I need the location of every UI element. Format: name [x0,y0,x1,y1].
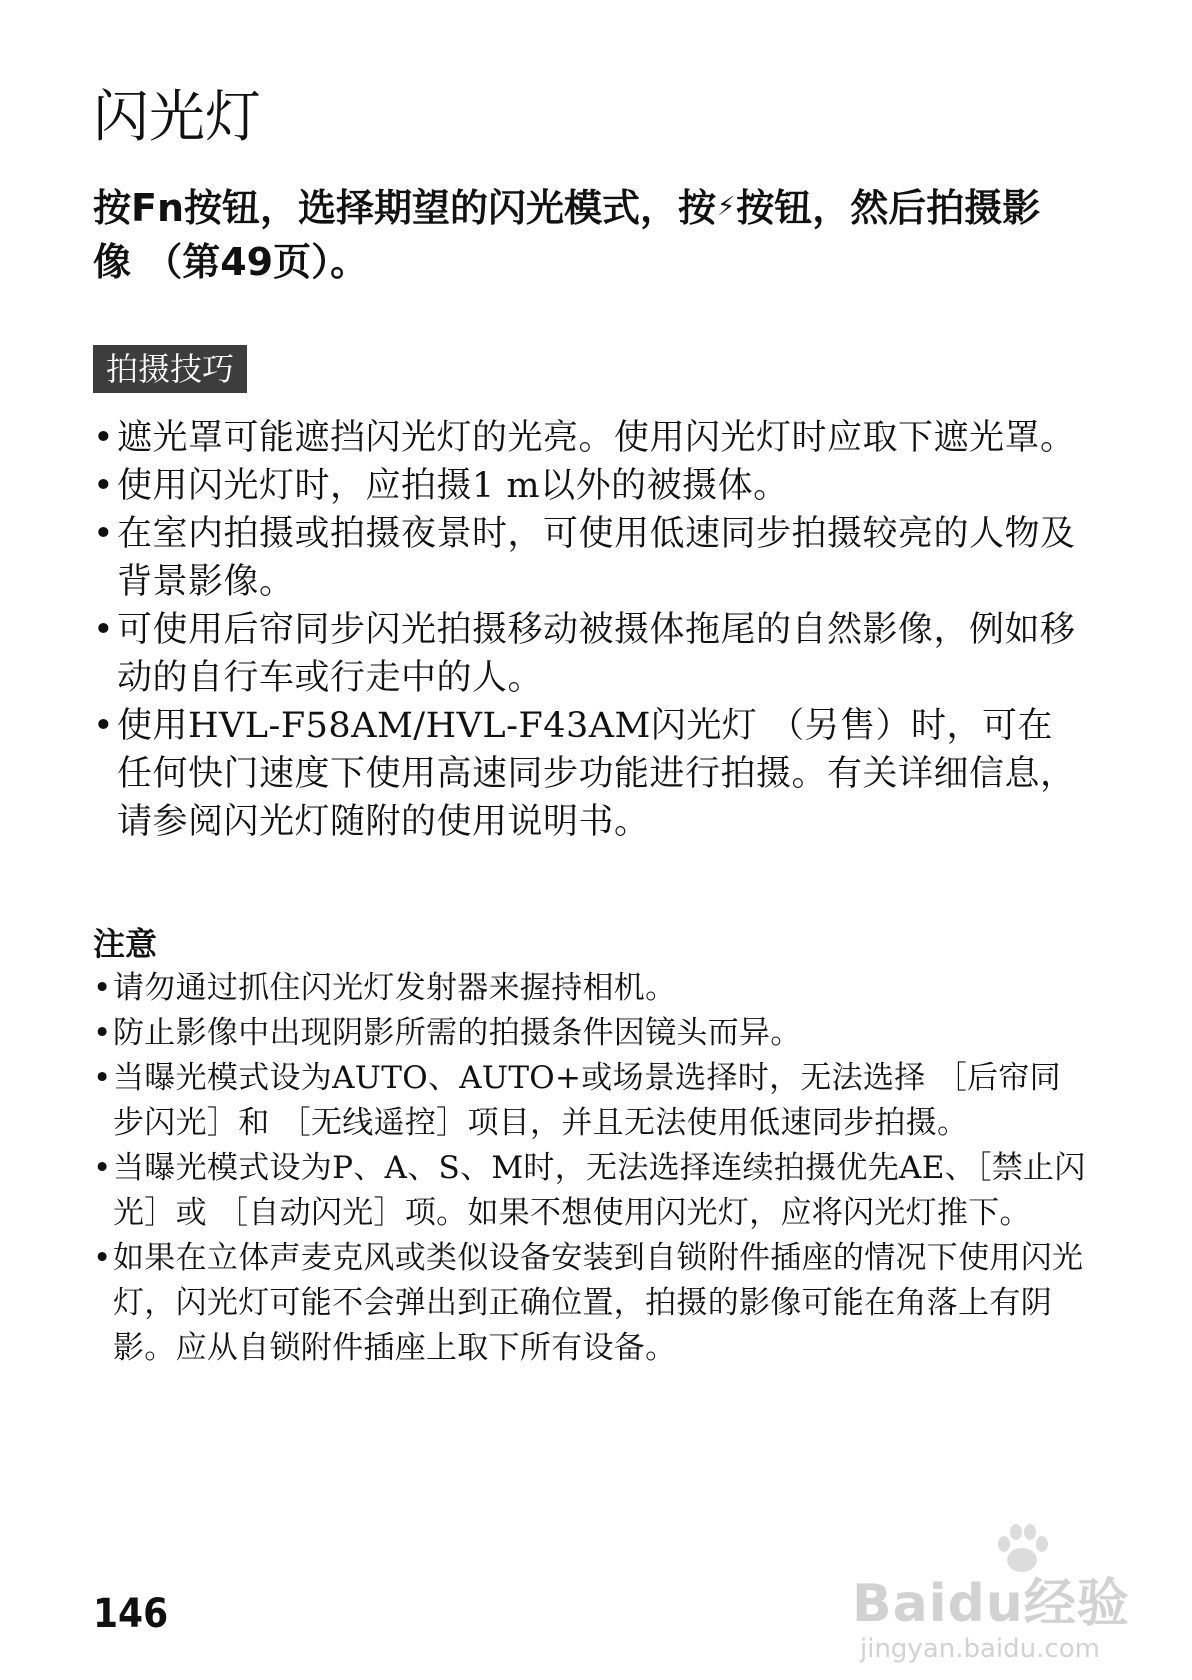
bullet-icon: • [93,1015,112,1051]
baidu-watermark [852,1520,1152,1670]
note-item [93,1146,1088,1236]
bullet-icon: • [93,1150,112,1186]
note-item [93,1236,1088,1371]
tip-text: 在室内拍摄或拍摄夜景时，可使用低速同步拍摄较亮的人物及背景影像。 [117,514,1076,602]
bullet-icon: • [93,610,115,650]
watermark-logo: Baidu经验 [852,1574,1130,1634]
bullet-icon: • [93,466,115,506]
note-item [93,1011,1088,1056]
note-text: 防止影像中出现阴影所需的拍摄条件因镜头而异。 [113,1015,802,1051]
paw-icon [992,1520,1052,1580]
notes-heading: 注意 [93,925,158,963]
tip-text: 使用HVL-F58AM/HVL-F43AM闪光灯 （另售）时，可在任何快门速度下使用高速同步功能进行拍摄。有关详细信息，请参阅闪光灯随附的使用说明书。 [117,706,1076,842]
bullet-icon: • [93,514,115,554]
tip-item [93,510,1083,606]
note-item [93,966,1088,1011]
page-title: 闪光灯 [93,85,261,150]
note-text: 请勿通过抓住闪光灯发射器来握持相机。 [113,970,677,1006]
page-number: 146 [93,1591,169,1637]
watermark-url: jingyan.baidu.com [860,1634,1100,1664]
tips-list [93,414,1083,846]
tip-item [93,462,1083,510]
bullet-icon: • [93,970,112,1006]
instruction-part-1: 按Fn按钮，选择期望的闪光模式，按 [93,186,717,230]
notes-list [93,966,1088,1371]
bullet-icon: • [93,1060,112,1096]
tip-item [93,606,1083,702]
bullet-icon: • [93,1240,112,1276]
tip-text: 遮光罩可能遮挡闪光灯的光亮。使用闪光灯时应取下遮光罩。 [117,418,1076,458]
tip-item [93,414,1083,462]
instruction-part-2: 按钮，然后拍摄影像 （第49页）。 [93,186,1041,284]
flash-button-icon: ⚡ [717,192,736,222]
tips-label: 拍摄技巧 [93,345,247,393]
note-item [93,1056,1088,1146]
bullet-icon: • [93,418,115,458]
note-text: 如果在立体声麦克风或类似设备安装到自锁附件插座的情况下使用闪光灯，闪光灯可能不会弹出到正确位置，拍摄的影像可能在角落上有阴影。应从自锁附件插座上取下所有设备。 [113,1240,1084,1366]
note-text: 当曝光模式设为AUTO、AUTO+或场景选择时，无法选择 ［后帘同步闪光］和 ［无线遥控］项目，并且无法使用低速同步拍摄。 [113,1060,1061,1141]
bullet-icon: • [93,706,115,746]
instruction-text [93,180,1073,289]
tip-text: 可使用后帘同步闪光拍摄移动被摄体拖尾的自然影像，例如移动的自行车或行走中的人。 [117,610,1076,698]
tip-text: 使用闪光灯时，应拍摄1 m以外的被摄体。 [117,466,789,506]
note-text: 当曝光模式设为P、A、S、M时，无法选择连续拍摄优先AE、［禁止闪光］或 ［自动闪光］项。如果不想使用闪光灯，应将闪光灯推下。 [113,1150,1086,1231]
tip-item [93,702,1083,846]
